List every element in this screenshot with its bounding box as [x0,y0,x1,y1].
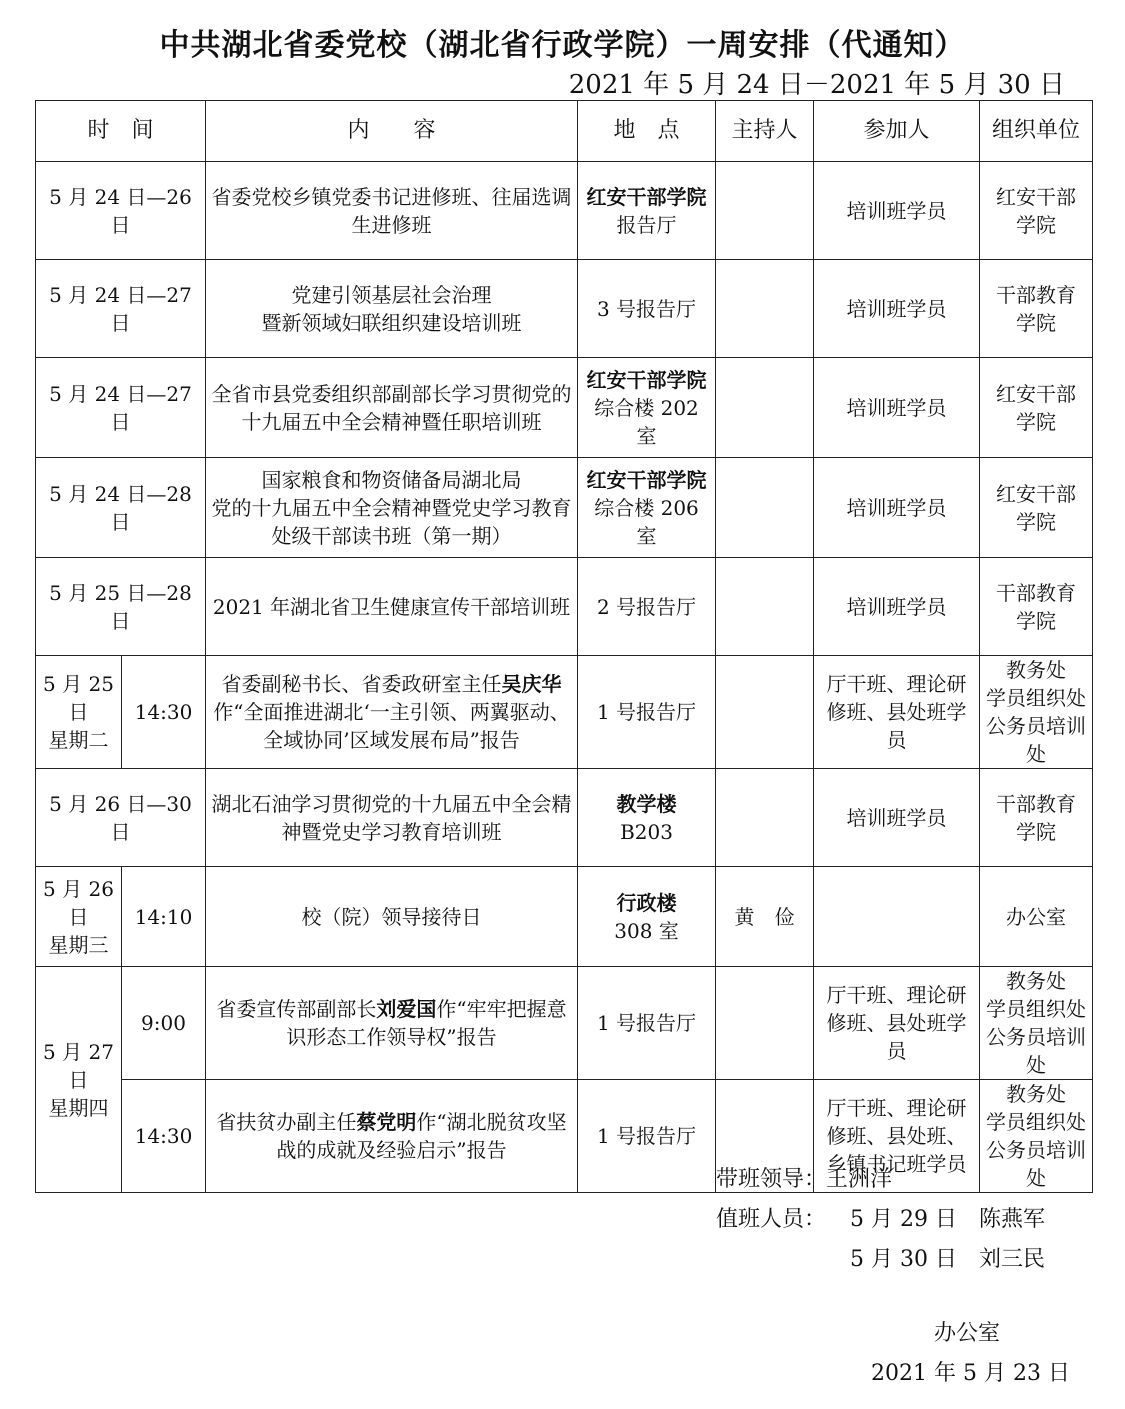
weekday-text: 星期三 [48,932,109,957]
location-building: 红安干部学院 [586,467,707,492]
row-participants: 厅干班、理论研修班、县处班学员 [814,656,980,769]
row-date [36,656,122,769]
row-participants: 厅干班、理论研修班、县处班学员 [814,967,980,1080]
row-content [206,1080,578,1193]
organizer-line: 红安干部 [996,381,1077,406]
row-organizer [980,260,1093,358]
row-content [206,260,578,358]
row-participants: 培训班学员 [814,769,980,867]
row-time: 5 月 24 日—28 日 [36,458,206,558]
row-host [716,558,814,656]
row-location: 2 号报告厅 [578,558,716,656]
organizer-line: 红安干部 [996,481,1077,506]
content-line: 国家粮食和物资储备局湖北局 [261,467,522,492]
header-participants: 参加人 [814,101,980,162]
row-host [716,656,814,769]
row-host [716,358,814,458]
table-row [36,558,1093,656]
row-date [36,967,122,1193]
content-line: 暨新领域妇联组织建设培训班 [261,310,522,335]
row-clock: 14:30 [122,656,206,769]
header-organizer: 组织单位 [980,101,1093,162]
header-content: 内 容 [206,101,578,162]
row-content [206,656,578,769]
row-content [206,458,578,558]
row-clock: 9:00 [122,967,206,1080]
date-text: 5 月 27 日 [43,1039,114,1092]
date-text: 5 月 25 日 [43,672,114,724]
row-host [716,967,814,1080]
table-row [36,162,1093,260]
organizer-line: 学院 [1016,608,1057,633]
row-time: 5 月 25 日—28 日 [36,558,206,656]
row-clock: 14:10 [122,867,206,967]
row-content [206,967,578,1080]
organizer-line: 教务处 [1006,1082,1067,1106]
location-room: 308 室 [614,918,679,943]
issuer-office: 办公室 [934,1321,1001,1346]
row-content: 校（院）领导接待日 [206,867,578,967]
location-building: 行政楼 [616,890,677,915]
header-location: 地 点 [578,101,716,162]
table-row [36,260,1093,358]
row-host [716,260,814,358]
row-content: 湖北石油学习贯彻党的十九届五中全会精神暨党史学习教育培训班 [206,769,578,867]
organizer-line: 公务员培训处 [986,1025,1087,1077]
organizer-line: 教务处 [1006,658,1067,682]
row-organizer [980,656,1093,769]
location-room: 综合楼 206 室 [594,495,699,548]
content-post: 作“全面推进湖北‘一主引领、两翼驱动、全域协同’区域发展布局”报告 [213,700,570,752]
row-location [578,458,716,558]
row-location: 1 号报告厅 [578,967,716,1080]
row-participants: 培训班学员 [814,458,980,558]
document-title: 中共湖北省委党校（湖北省行政学院）一周安排（代通知） [159,28,966,63]
weekday-text: 星期四 [48,1095,109,1120]
row-organizer [980,1080,1093,1193]
content-pre: 省扶贫办副主任 [216,1110,357,1134]
speaker-name: 刘爱国 [376,997,437,1021]
row-location [578,769,716,867]
organizer-line: 干部教育 [996,580,1077,605]
content-post: 作“牢牢把握意识形态工作领导权”报告 [286,997,567,1049]
organizer-line: 公务员培训处 [986,714,1087,766]
organizer-line: 学院 [1016,310,1057,335]
speaker-name: 吴庆华 [501,672,562,696]
location-room: 报告厅 [616,212,677,237]
row-location: 1 号报告厅 [578,1080,716,1193]
row-organizer [980,967,1093,1080]
organizer-line: 学院 [1016,409,1057,434]
organizer-line: 红安干部 [996,184,1077,209]
row-content: 省委党校乡镇党委书记进修班、往届选调生进修班 [206,162,578,260]
duty-label: 值班人员： [716,1207,827,1232]
organizer-line: 学院 [1016,819,1057,844]
leader-on-duty: 带班领导：王洲洋 [716,1167,893,1192]
organizer-line: 学院 [1016,212,1057,237]
row-host [716,769,814,867]
location-building: 红安干部学院 [586,184,707,209]
table-row [36,769,1093,867]
schedule-table [35,100,1093,1193]
content-line: 党的十九届五中全会精神暨党史学习教育处级干部读书班（第一期） [211,495,572,548]
row-organizer [980,162,1093,260]
content-line: 党建引领基层社会治理 [291,282,492,307]
row-host [716,458,814,558]
table-row [36,458,1093,558]
table-row [36,1080,1093,1193]
duty-entry: 5 月 29 日 陈燕军 [850,1207,1045,1232]
row-location [578,162,716,260]
row-location: 3 号报告厅 [578,260,716,358]
row-participants: 培训班学员 [814,558,980,656]
table-row [36,656,1093,769]
table-row [36,358,1093,458]
row-participants: 培训班学员 [814,358,980,458]
issue-date: 2021 年 5 月 23 日 [871,1361,1070,1386]
organizer-line: 教务处 [1006,969,1067,993]
row-location [578,358,716,458]
row-participants: 培训班学员 [814,260,980,358]
date-range: 2021 年 5 月 24 日－2021 年 5 月 30 日 [568,70,1065,100]
table-header-row [36,101,1093,162]
row-date [36,867,122,967]
row-location: 1 号报告厅 [578,656,716,769]
table-row [36,867,1093,967]
row-time: 5 月 24 日—27 日 [36,260,206,358]
organizer-line: 学员组织处 [986,1110,1087,1134]
location-room: 综合楼 202 室 [594,395,699,448]
row-organizer [980,558,1093,656]
row-content: 全省市县党委组织部副部长学习贯彻党的十九届五中全会精神暨任职培训班 [206,358,578,458]
row-host [716,162,814,260]
location-building: 红安干部学院 [586,367,707,392]
speaker-name: 蔡党明 [356,1110,417,1134]
row-time: 5 月 24 日—27 日 [36,358,206,458]
organizer-line: 学员组织处 [986,686,1087,710]
header-host: 主持人 [716,101,814,162]
weekday-text: 星期二 [48,728,109,752]
organizer-line: 干部教育 [996,282,1077,307]
header-time: 时 间 [36,101,206,162]
content-pre: 省委副秘书长、省委政研室主任 [221,672,502,696]
row-organizer [980,458,1093,558]
table-row [36,967,1093,1080]
content-pre: 省委宣传部副部长 [216,997,377,1021]
row-time: 5 月 26 日—30 日 [36,769,206,867]
row-organizer: 办公室 [980,867,1093,967]
row-participants: 培训班学员 [814,162,980,260]
organizer-line: 学员组织处 [986,997,1087,1021]
row-organizer [980,358,1093,458]
organizer-line: 学院 [1016,509,1057,534]
date-text: 5 月 26 日 [43,876,114,929]
row-participants: 厅干班、理论研修班、县处班、乡镇书记班学员 [814,1080,980,1193]
row-organizer [980,769,1093,867]
organizer-line: 干部教育 [996,791,1077,816]
organizer-line: 公务员培训处 [986,1138,1087,1190]
location-building: 教学楼 [616,791,677,816]
row-location [578,867,716,967]
row-content: 2021 年湖北省卫生健康宣传干部培训班 [206,558,578,656]
row-host: 黄 俭 [716,867,814,967]
content-post: 作“湖北脱贫攻坚战的成就及经验启示”报告 [276,1110,567,1162]
duty-entry: 5 月 30 日 刘三民 [850,1247,1045,1272]
row-time: 5 月 24 日—26 日 [36,162,206,260]
location-room: B203 [620,819,673,844]
row-clock: 14:30 [122,1080,206,1193]
row-participants [814,867,980,967]
